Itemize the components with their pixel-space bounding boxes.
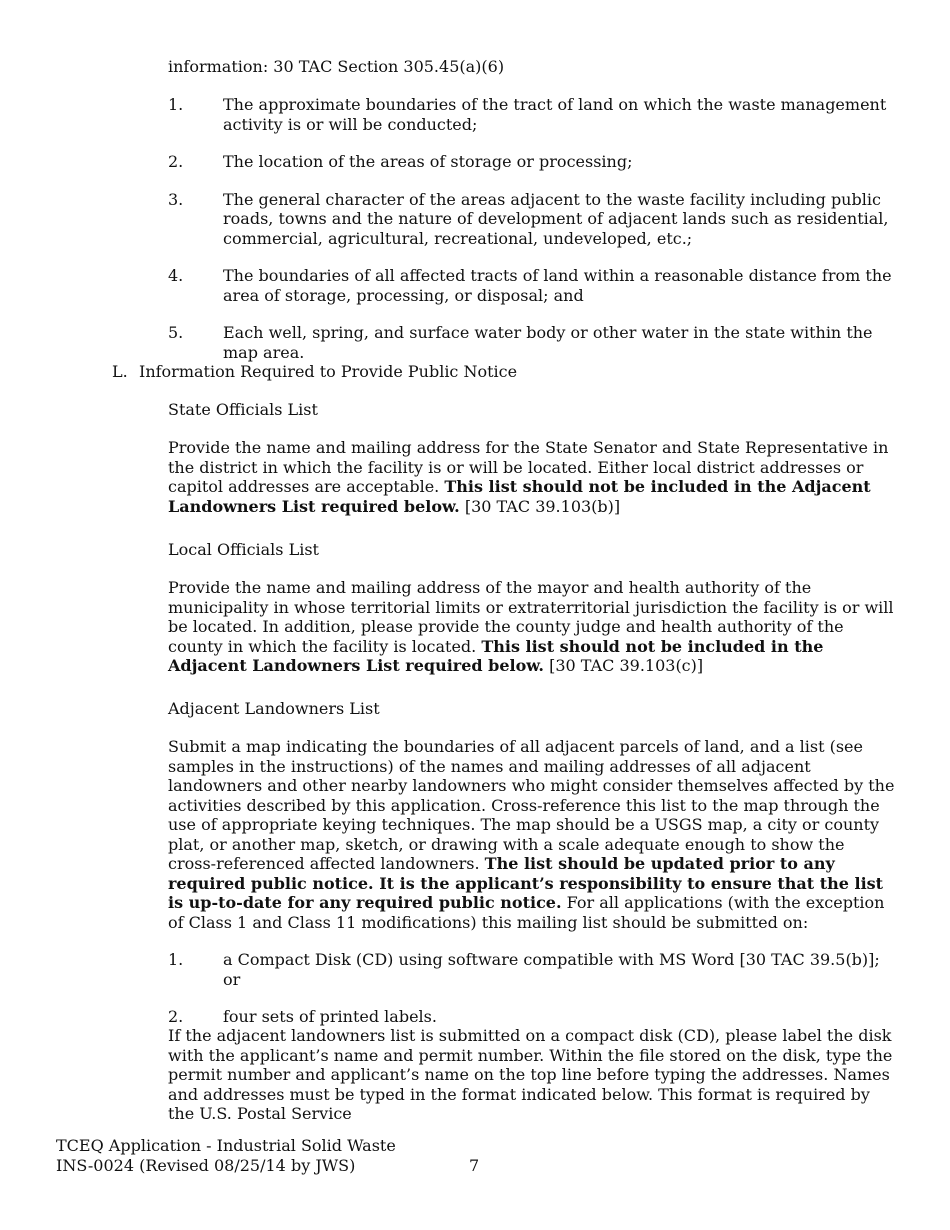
- adjacent-landowners-heading: Adjacent Landowners List: [168, 699, 380, 718]
- footer-form-revision: INS-0024 (Revised 08/25/14 by JWS): [56, 1155, 356, 1175]
- footer-form-title: TCEQ Application - Industrial Solid Waste: [56, 1136, 396, 1155]
- section-title: Information Required to Provide Public Notice: [139, 362, 518, 381]
- list-item-text: The general character of the areas adjacent to the waste facility including public roads, towns and the nature of development of adjacent lands such as residential, commercial, agricultural, recreational, undeveloped, etc.;: [223, 189, 889, 248]
- list-item-text: The location of the areas of storage or processing;: [223, 152, 633, 171]
- paragraph-text: Provide the name and mailing address of the mayor and health authority of the municipality in whose territorial limits or extraterritorial jurisdiction the facility is or will be located. In addition, please provide the county judge and health authority of the county in which the facility is located.: [168, 578, 894, 656]
- list-item-text: a Compact Disk (CD) using software compatible with MS Word [30 TAC 39.5(b)]; or: [223, 950, 880, 989]
- list-item-number: 3.: [168, 189, 184, 209]
- adjacent-landowners-paragraph: [168, 737, 896, 932]
- page-number: 7: [469, 1156, 480, 1175]
- list-item: [168, 190, 898, 249]
- state-officials-heading: State Officials List: [168, 400, 318, 419]
- list-item-number: 1.: [168, 950, 184, 969]
- section-l-heading: [112, 362, 517, 382]
- list-item-text: The approximate boundaries of the tract of land on which the waste management activity is or will be conducted;: [223, 95, 887, 134]
- list-item-number: 5.: [168, 323, 184, 342]
- list-item-text: The boundaries of all affected tracts of land within a reasonable distance from the area of storage, processing, or disposal; and: [223, 266, 892, 305]
- paragraph-tail-text: For all applications (with the exception of Class 1 and Class 11 modifications) this mailing list should be submitted on:: [168, 893, 885, 932]
- list-item-number: 1.: [168, 95, 184, 114]
- paragraph-citation: [30 TAC 39.103(b)]: [459, 496, 621, 516]
- intro-line: information: 30 TAC Section 305.45(a)(6): [168, 57, 505, 76]
- paragraph-text: Provide the name and mailing address for the State Senator and State Representative in the district in which the facility is or will be located. Either local district addresses or capitol addresses are acceptable.: [168, 438, 889, 496]
- list-item-number: 4.: [168, 266, 184, 285]
- list-item: [168, 266, 898, 305]
- list-item: [168, 323, 898, 362]
- paragraph-text: Submit a map indicating the boundaries of all adjacent parcels of land, and a list (see samples in the instructions) of the names and mailing addresses of all adjacent landowners and other nearby landowners who might consider themselves affected by the activities described by this application. Cross-reference this list to the map through the use of appropriate keying techniques. The map should be a USGS map, a city or county plat, or another map, sketch, or drawing with a scale adequate enough to show the cross-referenced affected landowners.: [168, 737, 895, 873]
- section-letter: L.: [112, 362, 128, 381]
- map-requirements-list: [168, 95, 898, 380]
- list-item: [168, 152, 898, 172]
- list-item-text: Each well, spring, and surface water body or other water in the state within the map area.: [223, 323, 873, 362]
- list-item: [168, 1007, 898, 1027]
- cd-instructions-paragraph: If the adjacent landowners list is submitted on a compact disk (CD), please label the disk with the applicant’s name and permit number. Within the file stored on the disk, type the permit number and applicant’s name on the top line before typing the addresses. Names and addresses must be typed in the format indicated below. This format is required by the U.S. Postal Service: [168, 1026, 893, 1123]
- list-item: [168, 950, 898, 989]
- list-item-number: 2.: [168, 1007, 184, 1026]
- page-footer: [56, 1136, 396, 1175]
- list-item-number: 2.: [168, 152, 184, 171]
- paragraph-bold-text: The list should be updated prior to any required public notice. It is the applicant’s responsibility to ensure that the list is up-to-date for any required public notice.: [168, 854, 884, 912]
- local-officials-paragraph: [168, 578, 896, 676]
- list-item: [168, 95, 898, 134]
- list-item-text: four sets of printed labels.: [223, 1007, 437, 1026]
- paragraph-bold-text: This list should not be included in the Adjacent Landowners List required below.: [168, 477, 871, 516]
- state-officials-paragraph: [168, 438, 896, 516]
- paragraph-bold-text: This list should not be included in the Adjacent Landowners List required below.: [168, 636, 824, 675]
- paragraph-citation: [30 TAC 39.103(c)]: [544, 656, 704, 675]
- local-officials-heading: Local Officials List: [168, 540, 319, 559]
